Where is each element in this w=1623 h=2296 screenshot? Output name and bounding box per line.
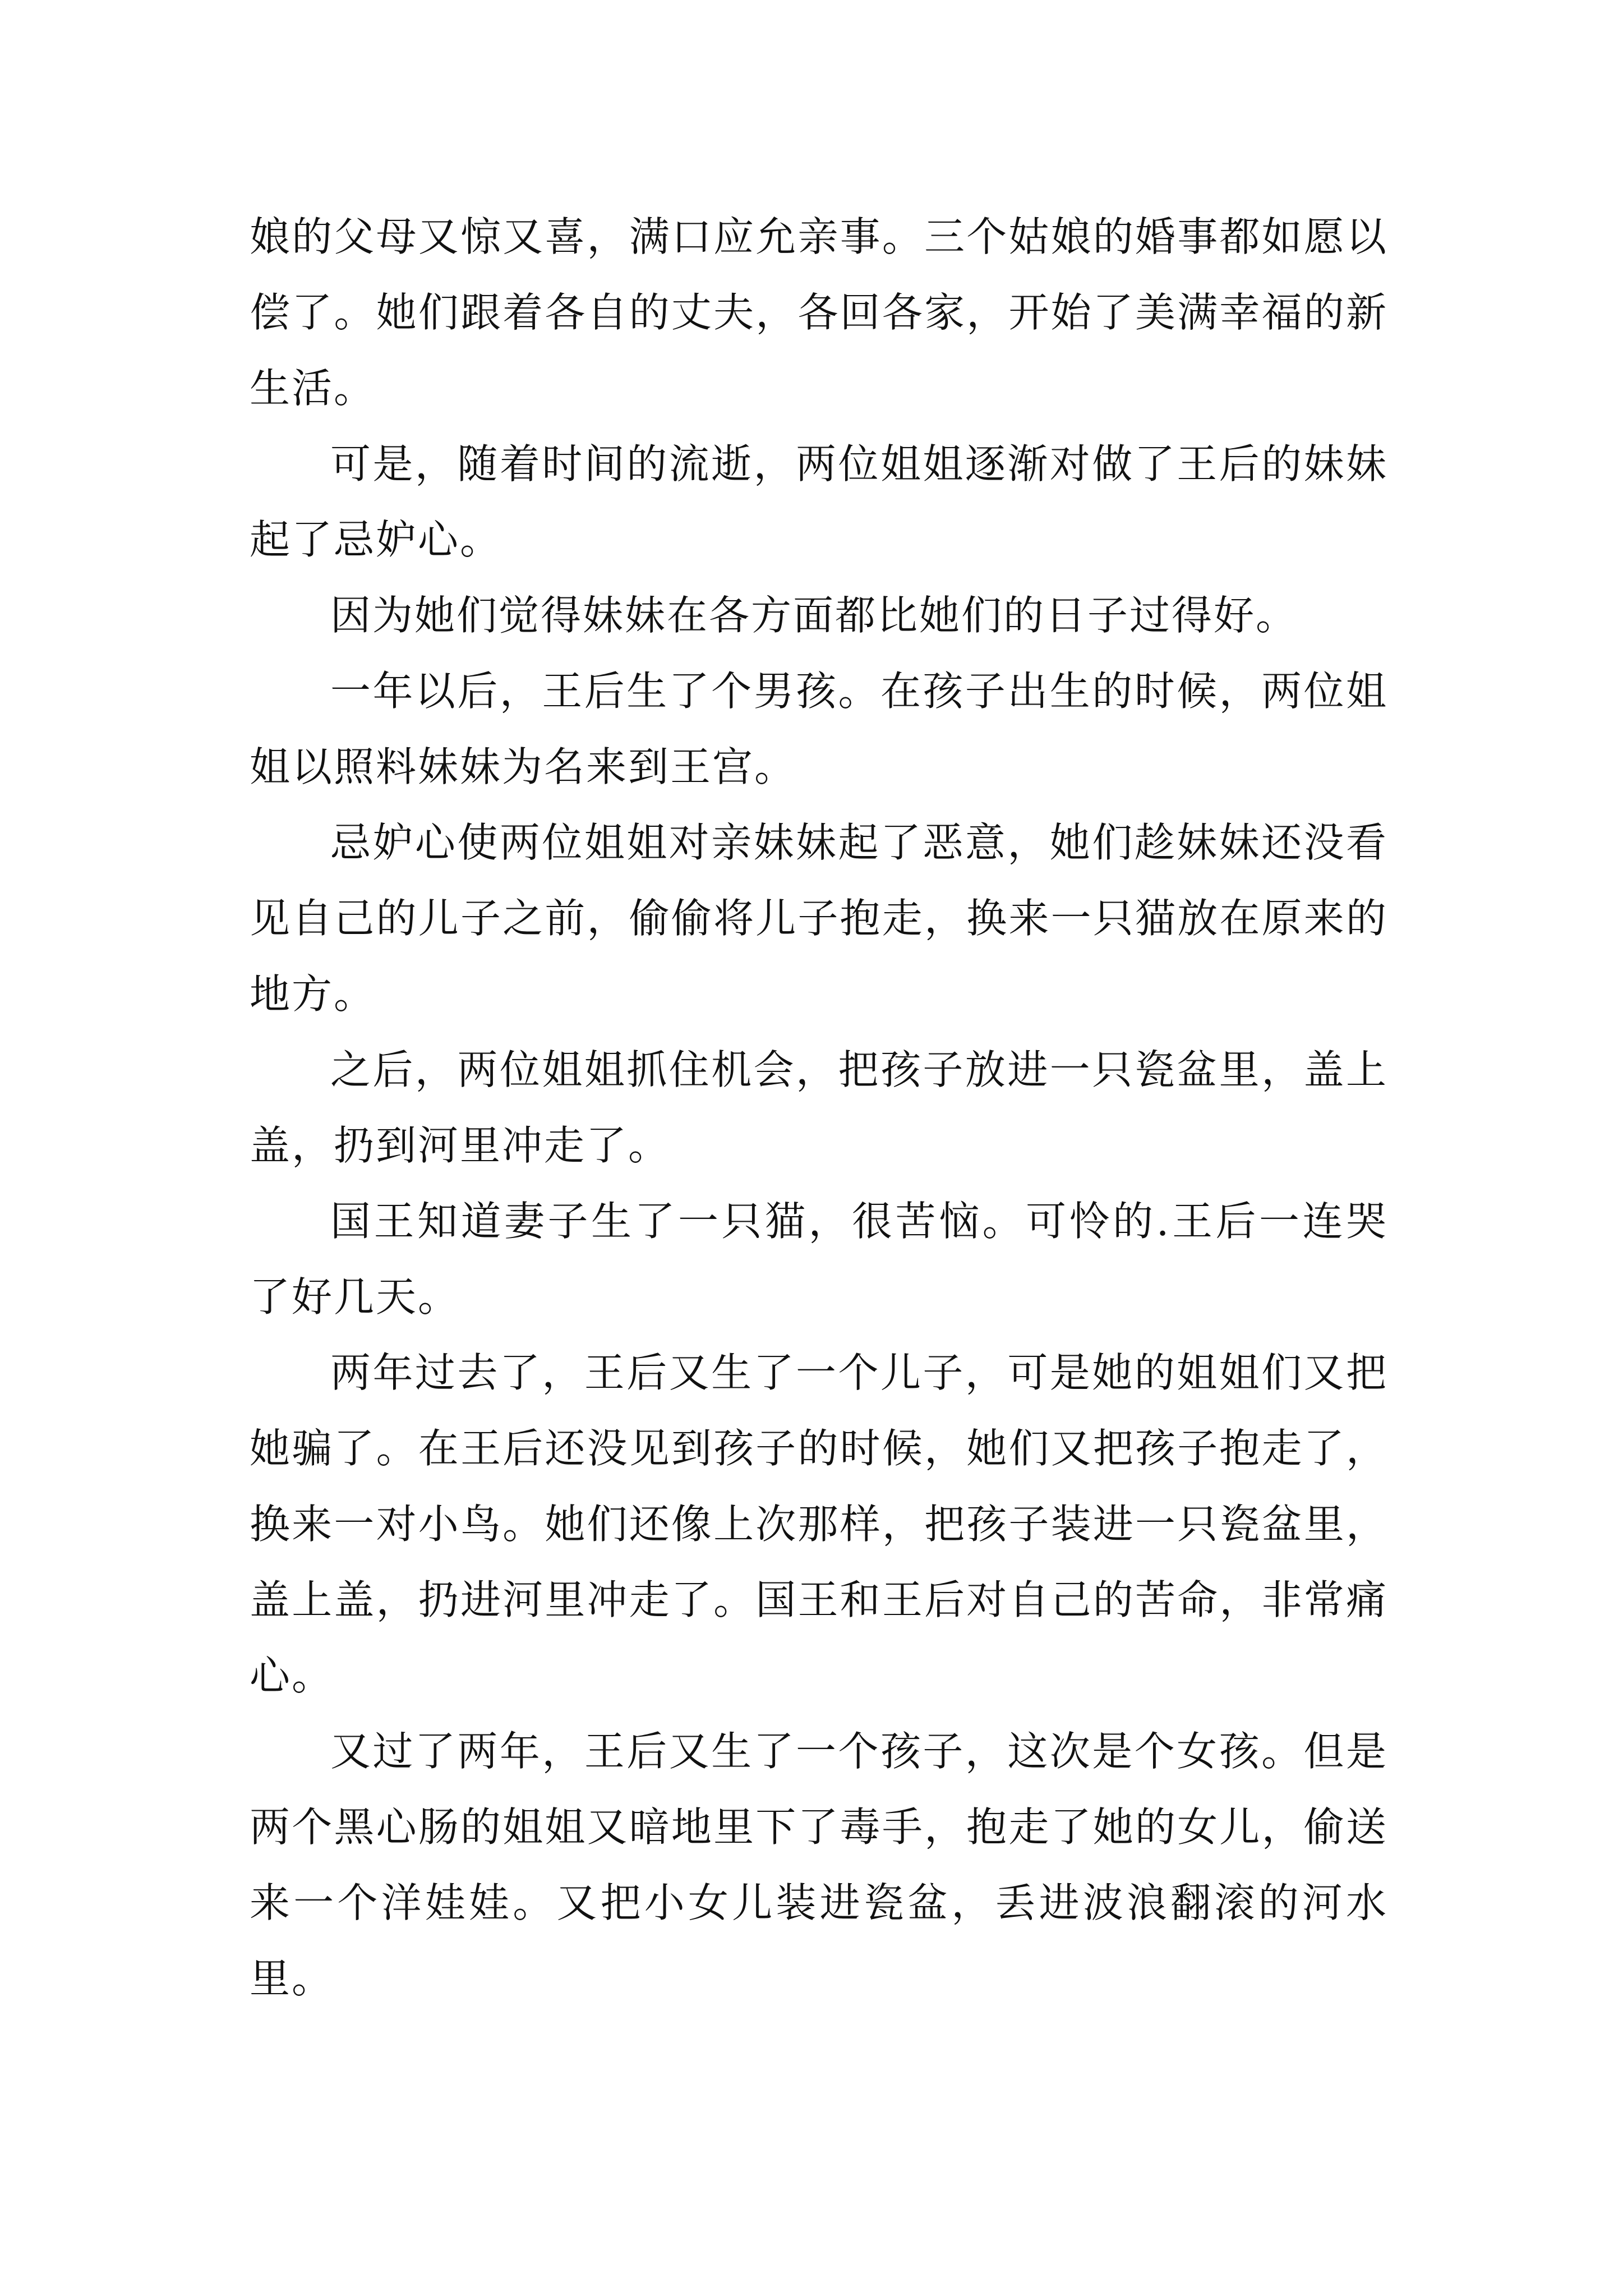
document-body (250, 199, 1388, 2017)
paragraph-6: 之后，两位姐姐抓住机会，把孩子放进一只瓷盆里，盖上盖，扔到河里冲走了。 (250, 1046, 1388, 1169)
paragraph-7: 国王知道妻子生了一只猫，很苦恼。可怜的.王后一连哭了好几天。 (250, 1198, 1388, 1320)
paragraph-8: 两年过去了，王后又生了一个儿子，可是她的姐姐们又把她骗了。在王后还没见到孩子的时候，她们又把孩子抱走了，换来一对小鸟。她们还像上次那样，把孩子装进一只瓷盆里，盖上盖，扔进河里冲走了。国王和王后对自己的苦命，非常痛心。 (250, 1349, 1388, 1699)
paragraph-3: 因为她们觉得妹妹在各方面都比她们的日子过得好。 (330, 592, 1298, 639)
paragraph-2: 可是，随着时间的流逝，两位姐姐逐渐对做了王后的妹妹起了忌妒心。 (250, 440, 1388, 563)
paragraph-1: 娘的父母又惊又喜，满口应允亲事。三个姑娘的婚事都如愿以偿了。她们跟着各自的丈夫，各回各家，开始了美满幸福的新生活。 (250, 213, 1388, 412)
paragraph-9: 又过了两年，王后又生了一个孩子，这次是个女孩。但是两个黑心肠的姐姐又暗地里下了毒手，抱走了她的女儿，偷送来一个洋娃娃。又把小女儿装进瓷盆，丢进波浪翻滚的河水里。 (250, 1728, 1388, 2002)
paragraph-4: 一年以后，王后生了个男孩。在孩子出生的时候，两位姐姐以照料妹妹为名来到王宫。 (250, 668, 1388, 790)
paragraph-5: 忌妒心使两位姐姐对亲妹妹起了恶意，她们趁妹妹还没看见自己的儿子之前，偷偷将儿子抱走，换来一只猫放在原来的地方。 (250, 819, 1388, 1018)
